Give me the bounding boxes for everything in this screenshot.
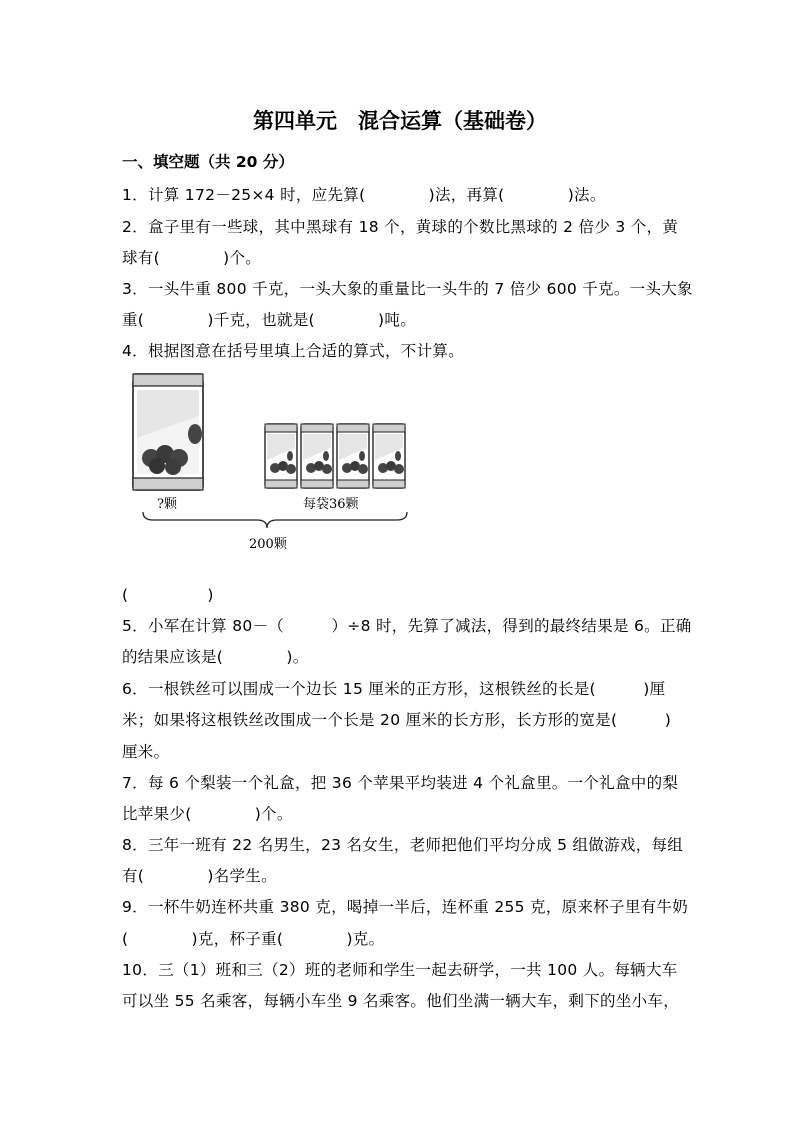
page-title: 第四单元 混合运算（基础卷） — [253, 109, 547, 133]
question-line: 厘米。 — [122, 743, 170, 761]
question-line: ( )克，杯子重( )克。 — [122, 930, 385, 948]
question-line: 重( )千克，也就是( )吨。 — [122, 311, 416, 329]
question-line: 5．小军在计算 80－（ ）÷8 时，先算了减法，得到的最终结果是 6。正确 — [122, 617, 692, 635]
question-line: 的结果应该是( )。 — [122, 648, 309, 666]
question-line: 比苹果少( )个。 — [122, 805, 293, 823]
question-line: 4．根据图意在括号里填上合适的算式，不计算。 — [122, 342, 464, 360]
answer-blank-line: ( ) — [122, 586, 214, 604]
question-line: 8．三年一班有 22 名男生，23 名女生，老师把他们平均分成 5 组做游戏，每组 — [122, 836, 684, 854]
question-line: 6．一根铁丝可以围成一个边长 15 厘米的正方形，这根铁丝的长是( )厘 — [122, 680, 666, 698]
big-candy-bag-icon — [133, 374, 203, 490]
small-candy-bag-icon — [373, 424, 405, 488]
question-line: 有( )名学生。 — [122, 867, 277, 885]
question-line: 米；如果将这根铁丝改围成一个长是 20 厘米的长方形，长方形的宽是( ) — [122, 711, 672, 729]
total-label: 200颗 — [249, 537, 287, 552]
question-line: 1．计算 172－25×4 时，应先算( )法，再算( )法。 — [122, 186, 606, 204]
question-line: 球有( )个。 — [122, 249, 262, 267]
section-heading: 一、填空题（共 20 分） — [122, 153, 294, 171]
question-line: 7．每 6 个梨装一个礼盒，把 36 个苹果平均装进 4 个礼盒里。一个礼盒中的梨 — [122, 774, 679, 792]
question-line: 2．盒子里有一些球，其中黑球有 18 个，黄球的个数比黑球的 2 倍少 3 个，黄 — [122, 218, 679, 236]
question-line: 10．三（1）班和三（2）班的老师和学生一起去研学，一共 100 人。每辆大车 — [122, 961, 678, 979]
bags-diagram — [125, 368, 425, 557]
total-brace — [143, 512, 407, 528]
small-candy-bag-icon — [337, 424, 369, 488]
big-bag-label: ?颗 — [157, 497, 177, 512]
question-line: 9．一杯牛奶连杯共重 380 克，喝掉一半后，连杯重 255 克，原来杯子里有牛奶 — [122, 898, 689, 916]
small-candy-bag-icon — [265, 424, 297, 488]
small-bags-label: 每袋36颗 — [303, 497, 359, 512]
question-line: 3．一头牛重 800 千克，一头大象的重量比一头牛的 7 倍少 600 千克。一头大象 — [122, 280, 693, 298]
small-candy-bag-icon — [301, 424, 333, 488]
question-line: 可以坐 55 名乘客，每辆小车坐 9 名乘客。他们坐满一辆大车，剩下的坐小车， — [122, 992, 679, 1010]
